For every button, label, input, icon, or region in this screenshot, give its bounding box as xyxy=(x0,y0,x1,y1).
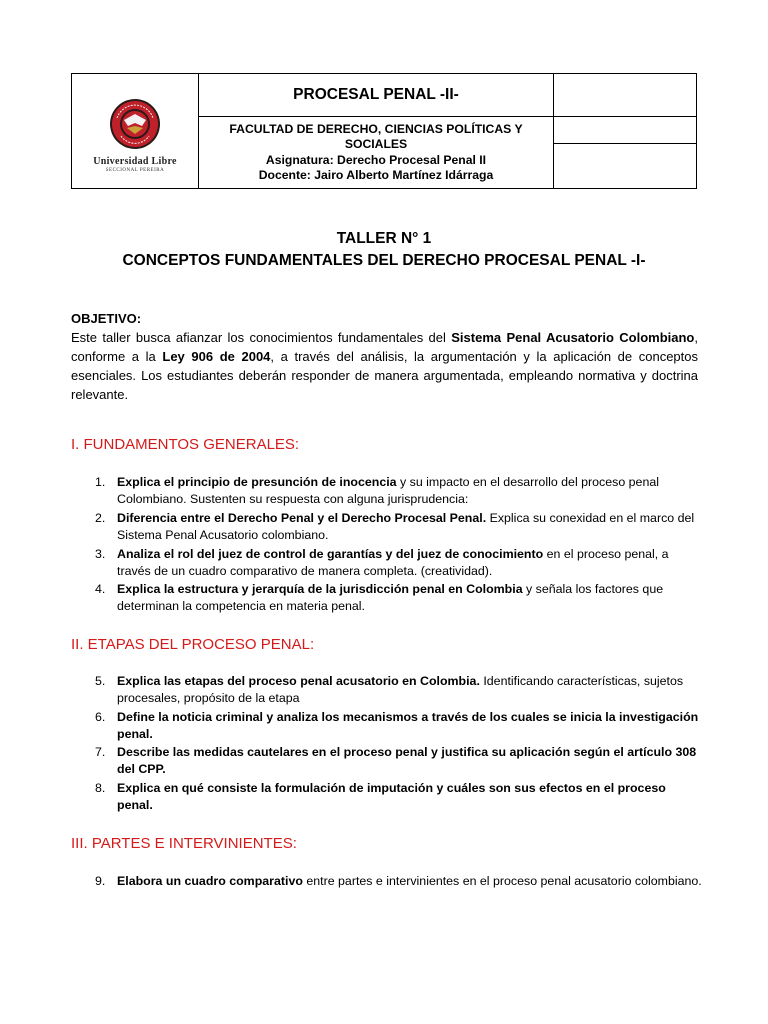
faculty-line-1: FACULTAD DE DERECHO, CIENCIAS POLÍTICAS Y xyxy=(229,121,523,136)
item-text xyxy=(117,709,702,743)
workshop-title: TALLER N° 1 xyxy=(336,230,432,247)
objective-bold-part: Ley 906 de 2004 xyxy=(162,349,271,364)
item-number: 6. xyxy=(95,710,106,724)
workshop-subtitle: CONCEPTOS FUNDAMENTALES DEL DERECHO PROCESAL PENAL -I- xyxy=(122,252,646,269)
university-seal-icon xyxy=(109,96,161,152)
objective-text-part: , conforme a la xyxy=(71,330,699,364)
objective-text xyxy=(71,328,698,404)
item-bold-text: Explica la estructura y jerarquía de la jurisdicción penal en Colombia xyxy=(117,582,523,596)
item-plain-text: Identificando características, sujetos procesales, propósito de la etapa xyxy=(117,674,684,705)
objective-bold-part: Sistema Penal Acusatorio Colombiano xyxy=(451,330,695,345)
item-text xyxy=(117,744,702,778)
item-bold-text: Explica en qué consiste la formulación de imputación y cuáles son sus efectos en el proceso penal. xyxy=(117,781,666,812)
item-bold-text: Elabora un cuadro comparativo xyxy=(117,874,303,888)
item-plain-text: y señala los factores que determinan la competencia en materia penal. xyxy=(117,582,664,613)
item-text xyxy=(117,780,702,814)
item-number: 1. xyxy=(95,475,106,489)
logo-cell xyxy=(72,74,199,188)
item-number: 4. xyxy=(95,582,106,596)
item-text xyxy=(117,581,702,615)
item-text xyxy=(117,873,702,890)
item-bold-text: Explica las etapas del proceso penal acusatorio en Colombia. xyxy=(117,674,480,688)
item-plain-text: y su impacto en el desarrollo del proceso penal Colombiano. Sustenten su respuesta con alguna jurisprudencia: xyxy=(117,475,659,506)
header-empty-cell xyxy=(554,144,696,188)
university-logo xyxy=(80,96,190,176)
course-title: PROCESAL PENAL -II- xyxy=(199,74,554,117)
item-text xyxy=(117,673,702,707)
item-bold-text: Diferencia entre el Derecho Penal y el Derecho Procesal Penal. xyxy=(117,511,487,525)
item-bold-text: Explica el principio de presunción de inocencia xyxy=(117,475,397,489)
item-bold-text: Describe las medidas cautelares en el proceso penal y justifica su aplicación según el artículo 308 del CPP. xyxy=(117,745,697,776)
university-campus: SECCIONAL PEREIRA xyxy=(105,168,165,173)
item-plain-text: entre partes e intervinientes en el proceso penal acusatorio colombiano. xyxy=(302,874,702,888)
header-empty-cell xyxy=(554,117,696,144)
objective-text-part: , a través del análisis, la argumentación y la aplicación de conceptos esenciales. Los estudiantes deberán responder de manera argumentada, empleando normativa y doctrina relevante. xyxy=(71,349,698,402)
objective-text-part: Este taller busca afianzar los conocimientos fundamentales del xyxy=(71,330,452,345)
item-text xyxy=(117,474,702,508)
item-text xyxy=(117,546,702,580)
item-bold-text: Define la noticia criminal y analiza los mecanismos a través de los cuales se inicia la investigación penal. xyxy=(117,710,699,741)
section-heading: I. FUNDAMENTOS GENERALES: xyxy=(71,436,300,453)
header-table xyxy=(71,73,697,189)
item-number: 2. xyxy=(95,511,106,525)
item-plain-text: en el proceso penal, a través de un cuadro comparativo de manera completa. (creatividad). xyxy=(117,547,669,578)
course-info xyxy=(199,117,554,188)
item-number: 3. xyxy=(95,547,106,561)
item-number: 9. xyxy=(95,874,106,888)
section-heading: II. ETAPAS DEL PROCESO PENAL: xyxy=(71,636,315,653)
objective-label: OBJETIVO: xyxy=(71,311,142,326)
item-number: 7. xyxy=(95,745,106,759)
item-number: 5. xyxy=(95,674,106,688)
teacher-line: Docente: Jairo Alberto Martínez Idárraga xyxy=(258,168,494,182)
header-empty-cell xyxy=(554,74,696,117)
item-bold-text: Analiza el rol del juez de control de garantías y del juez de conocimiento xyxy=(117,547,544,561)
university-name: Universidad Libre xyxy=(93,156,177,167)
section-heading: III. PARTES E INTERVINIENTES: xyxy=(71,835,297,852)
item-text xyxy=(117,510,702,544)
item-plain-text: Explica su conexidad en el marco del Sistema Penal Acusatorio colombiano. xyxy=(117,511,695,542)
subject-line: Asignatura: Derecho Procesal Penal II xyxy=(265,152,487,167)
faculty-line-2: SOCIALES xyxy=(344,137,408,151)
item-number: 8. xyxy=(95,781,106,795)
